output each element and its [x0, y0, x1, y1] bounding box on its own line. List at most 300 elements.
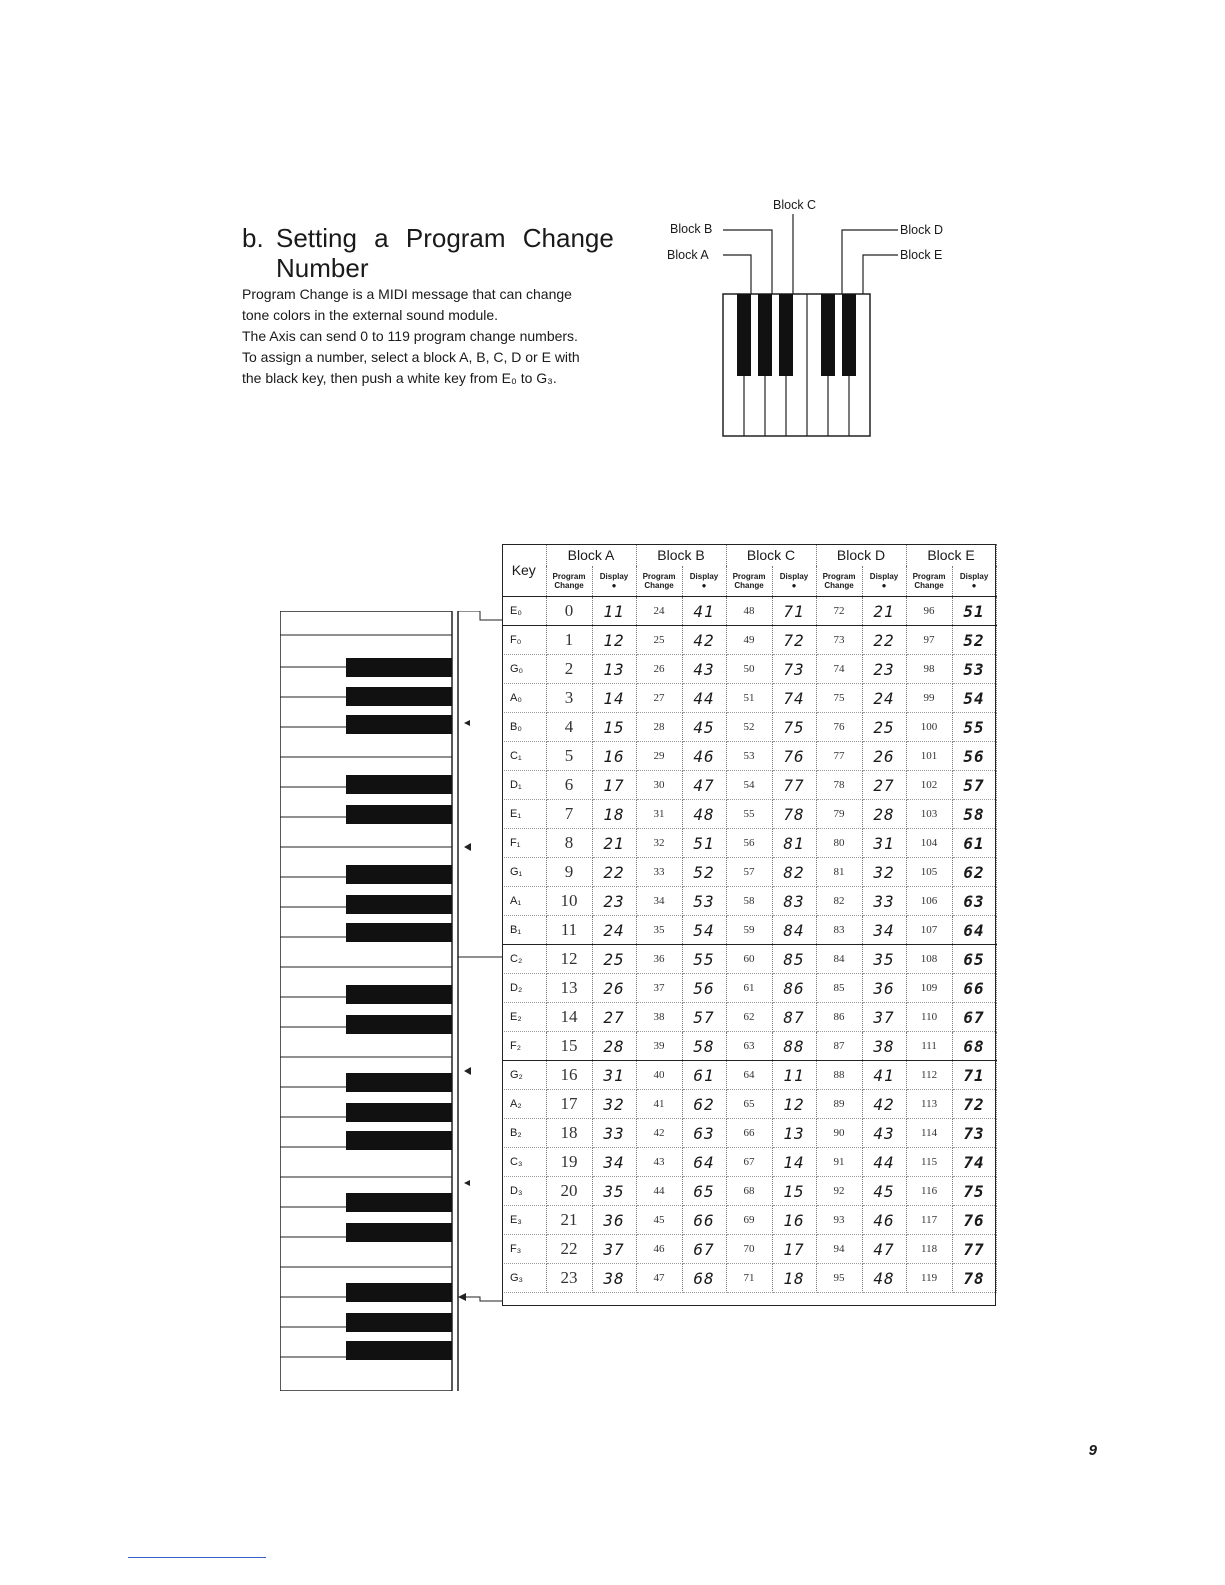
block-d-display-cell: 44: [862, 1148, 906, 1177]
block-d-display-cell: 34: [862, 916, 906, 945]
block-a-program-cell: 14: [546, 1003, 592, 1032]
display-subheader-label: Display: [959, 572, 989, 581]
side-keyboard-diagram: [280, 611, 502, 1396]
block-e-display-cell: 52: [952, 626, 996, 655]
block-e-display-cell: 75: [952, 1177, 996, 1206]
side-keyboard-illustration: [280, 611, 502, 1391]
table-row: [502, 1032, 996, 1061]
block-c-program-cell: 50: [726, 655, 772, 684]
intro-line: tone colors in the external sound module.: [242, 307, 499, 323]
block-a-program-cell: 17: [546, 1090, 592, 1119]
key-cell: D₁: [502, 771, 546, 800]
block-c-display-cell: 72: [772, 626, 816, 655]
block-b-display-cell: 46: [682, 742, 726, 771]
block-d-program-cell: 79: [816, 800, 862, 829]
block-c-program-cell: 67: [726, 1148, 772, 1177]
table-row: [502, 1177, 996, 1206]
block-b-display-cell: 42: [682, 626, 726, 655]
block-e-display-cell: 61: [952, 829, 996, 858]
block-b-display-cell: 64: [682, 1148, 726, 1177]
display-subheader: [592, 566, 636, 597]
table-row: [502, 597, 996, 626]
block-e-program-cell: 96: [906, 597, 952, 626]
intro-paragraph: [242, 284, 622, 389]
block-e-display-cell: 77: [952, 1235, 996, 1264]
block-e-display-cell: 54: [952, 684, 996, 713]
block-c-program-cell: 57: [726, 858, 772, 887]
block-d-display-cell: 37: [862, 1003, 906, 1032]
display-subheader-label: Display: [869, 572, 899, 581]
label-block-e: Block E: [900, 248, 943, 262]
key-cell: G₃: [502, 1264, 546, 1293]
block-a-display-cell: 26: [592, 974, 636, 1003]
block-e-display-cell: 72: [952, 1090, 996, 1119]
block-e-display-cell: 66: [952, 974, 996, 1003]
table-row: [502, 974, 996, 1003]
block-e-display-cell: 73: [952, 1119, 996, 1148]
block-d-display-cell: 33: [862, 887, 906, 916]
block-b-program-cell: 25: [636, 626, 682, 655]
block-c-display-cell: 81: [772, 829, 816, 858]
block-b-display-cell: 67: [682, 1235, 726, 1264]
block-d-program-cell: 78: [816, 771, 862, 800]
block-c-display-cell: 17: [772, 1235, 816, 1264]
block-b-display-cell: 56: [682, 974, 726, 1003]
block-d-program-cell: 72: [816, 597, 862, 626]
block-e-program-cell: 110: [906, 1003, 952, 1032]
display-dot-icon: ●: [611, 581, 617, 590]
block-a-program-cell: 4: [546, 713, 592, 742]
block-b-program-cell: 44: [636, 1177, 682, 1206]
key-cell: E₁: [502, 800, 546, 829]
block-e-program-cell: 97: [906, 626, 952, 655]
block-a-program-cell: 6: [546, 771, 592, 800]
block-c-display-cell: 76: [772, 742, 816, 771]
key-cell: C₁: [502, 742, 546, 771]
table-row: [502, 887, 996, 916]
block-c-program-cell: 63: [726, 1032, 772, 1061]
block-e-program-cell: 98: [906, 655, 952, 684]
block-b-program-cell: 38: [636, 1003, 682, 1032]
section-letter: b.: [242, 223, 264, 254]
block-c-program-cell: 49: [726, 626, 772, 655]
block-d-display-cell: 31: [862, 829, 906, 858]
program-change-subheader: Program Change: [726, 566, 772, 597]
display-subheader: [952, 566, 996, 597]
block-d-display-cell: 22: [862, 626, 906, 655]
block-a-program-cell: 10: [546, 887, 592, 916]
block-a-display-cell: 21: [592, 829, 636, 858]
display-dot-icon: ●: [971, 581, 977, 590]
table-row: [502, 713, 996, 742]
block-c-display-cell: 13: [772, 1119, 816, 1148]
block-d-display-cell: 24: [862, 684, 906, 713]
block-d-program-cell: 73: [816, 626, 862, 655]
block-a-display-cell: 22: [592, 858, 636, 887]
block-b-program-cell: 33: [636, 858, 682, 887]
block-d-program-cell: 81: [816, 858, 862, 887]
key-cell: F₃: [502, 1235, 546, 1264]
label-block-b: Block B: [670, 222, 713, 236]
block-b-display-cell: 68: [682, 1264, 726, 1293]
block-e-display-cell: 55: [952, 713, 996, 742]
block-b-program-cell: 24: [636, 597, 682, 626]
intro-line: the black key, then push a white key from E₀ to G₃.: [242, 370, 557, 386]
block-d-program-cell: 94: [816, 1235, 862, 1264]
key-cell: B₁: [502, 916, 546, 945]
intro-line: Program Change is a MIDI message that can change: [242, 286, 572, 302]
block-b-program-cell: 36: [636, 945, 682, 974]
block-b-header: Block B: [636, 544, 726, 566]
block-c-header: Block C: [726, 544, 816, 566]
block-d-display-cell: 21: [862, 597, 906, 626]
block-c-display-cell: 75: [772, 713, 816, 742]
table-row: [502, 945, 996, 974]
block-c-display-cell: 14: [772, 1148, 816, 1177]
block-d-program-cell: 80: [816, 829, 862, 858]
block-a-program-cell: 15: [546, 1032, 592, 1061]
block-e-program-cell: 119: [906, 1264, 952, 1293]
block-e-program-cell: 99: [906, 684, 952, 713]
block-a-program-cell: 19: [546, 1148, 592, 1177]
block-d-display-cell: 42: [862, 1090, 906, 1119]
display-subheader-label: Display: [689, 572, 719, 581]
block-e-display-cell: 67: [952, 1003, 996, 1032]
block-b-program-cell: 45: [636, 1206, 682, 1235]
block-a-display-cell: 27: [592, 1003, 636, 1032]
block-c-program-cell: 58: [726, 887, 772, 916]
key-cell: B₀: [502, 713, 546, 742]
block-e-display-cell: 78: [952, 1264, 996, 1293]
block-c-display-cell: 86: [772, 974, 816, 1003]
block-b-program-cell: 47: [636, 1264, 682, 1293]
display-dot-icon: ●: [881, 581, 887, 590]
block-b-program-cell: 37: [636, 974, 682, 1003]
block-c-display-cell: 82: [772, 858, 816, 887]
block-a-program-cell: 12: [546, 945, 592, 974]
block-c-display-cell: 15: [772, 1177, 816, 1206]
table-row: [502, 1206, 996, 1235]
table-row: [502, 1148, 996, 1177]
block-d-display-cell: 26: [862, 742, 906, 771]
table-row: [502, 742, 996, 771]
block-d-program-cell: 89: [816, 1090, 862, 1119]
program-change-subheader: Program Change: [636, 566, 682, 597]
block-c-display-cell: 73: [772, 655, 816, 684]
key-cell: A₂: [502, 1090, 546, 1119]
intro-line: The Axis can send 0 to 119 program change numbers.: [242, 328, 578, 344]
block-a-program-cell: 7: [546, 800, 592, 829]
block-a-display-cell: 16: [592, 742, 636, 771]
block-d-program-cell: 74: [816, 655, 862, 684]
block-c-program-cell: 52: [726, 713, 772, 742]
block-c-program-cell: 53: [726, 742, 772, 771]
block-c-program-cell: 68: [726, 1177, 772, 1206]
block-c-display-cell: 85: [772, 945, 816, 974]
table-row: [502, 1003, 996, 1032]
block-a-program-cell: 21: [546, 1206, 592, 1235]
intro-line: To assign a number, select a block A, B, C, D or E with: [242, 349, 580, 365]
block-a-display-cell: 33: [592, 1119, 636, 1148]
block-d-display-cell: 36: [862, 974, 906, 1003]
block-e-display-cell: 76: [952, 1206, 996, 1235]
block-e-display-cell: 62: [952, 858, 996, 887]
block-e-program-cell: 114: [906, 1119, 952, 1148]
display-subheader: [682, 566, 726, 597]
key-cell: G₀: [502, 655, 546, 684]
block-e-program-cell: 116: [906, 1177, 952, 1206]
block-c-display-cell: 78: [772, 800, 816, 829]
block-e-display-cell: 57: [952, 771, 996, 800]
key-cell: G₂: [502, 1061, 546, 1090]
block-d-display-cell: 41: [862, 1061, 906, 1090]
block-b-program-cell: 26: [636, 655, 682, 684]
block-d-program-cell: 86: [816, 1003, 862, 1032]
block-b-display-cell: 61: [682, 1061, 726, 1090]
block-d-display-cell: 45: [862, 1177, 906, 1206]
footer-link-underline: [128, 1557, 266, 1558]
block-e-program-cell: 107: [906, 916, 952, 945]
block-a-display-cell: 32: [592, 1090, 636, 1119]
block-b-program-cell: 41: [636, 1090, 682, 1119]
block-keys-diagram: [660, 190, 960, 440]
block-e-display-cell: 64: [952, 916, 996, 945]
block-a-display-cell: 25: [592, 945, 636, 974]
key-cell: F₂: [502, 1032, 546, 1061]
block-a-program-cell: 1: [546, 626, 592, 655]
table-row: [502, 916, 996, 945]
block-e-program-cell: 115: [906, 1148, 952, 1177]
block-e-header: Block E: [906, 544, 996, 566]
program-change-subheader: Program Change: [816, 566, 862, 597]
block-e-program-cell: 108: [906, 945, 952, 974]
block-d-display-cell: 28: [862, 800, 906, 829]
block-b-display-cell: 63: [682, 1119, 726, 1148]
block-d-program-cell: 88: [816, 1061, 862, 1090]
program-change-subheader: Program Change: [906, 566, 952, 597]
block-e-program-cell: 113: [906, 1090, 952, 1119]
block-c-program-cell: 70: [726, 1235, 772, 1264]
block-b-program-cell: 39: [636, 1032, 682, 1061]
key-cell: C₃: [502, 1148, 546, 1177]
block-e-display-cell: 51: [952, 597, 996, 626]
block-a-header: Block A: [546, 544, 636, 566]
block-c-program-cell: 64: [726, 1061, 772, 1090]
block-d-display-cell: 23: [862, 655, 906, 684]
display-subheader: [862, 566, 906, 597]
block-a-program-cell: 0: [546, 597, 592, 626]
block-c-program-cell: 56: [726, 829, 772, 858]
block-e-program-cell: 106: [906, 887, 952, 916]
block-d-program-cell: 87: [816, 1032, 862, 1061]
key-cell: A₁: [502, 887, 546, 916]
block-b-display-cell: 55: [682, 945, 726, 974]
block-b-display-cell: 51: [682, 829, 726, 858]
block-a-display-cell: 36: [592, 1206, 636, 1235]
block-b-program-cell: 27: [636, 684, 682, 713]
block-d-program-cell: 95: [816, 1264, 862, 1293]
block-e-display-cell: 68: [952, 1032, 996, 1061]
block-e-program-cell: 103: [906, 800, 952, 829]
key-cell: E₀: [502, 597, 546, 626]
block-a-display-cell: 18: [592, 800, 636, 829]
block-d-program-cell: 82: [816, 887, 862, 916]
block-b-display-cell: 41: [682, 597, 726, 626]
block-d-display-cell: 46: [862, 1206, 906, 1235]
block-a-program-cell: 18: [546, 1119, 592, 1148]
block-b-program-cell: 46: [636, 1235, 682, 1264]
block-c-program-cell: 61: [726, 974, 772, 1003]
section-heading: [242, 223, 622, 283]
block-b-display-cell: 54: [682, 916, 726, 945]
block-a-program-cell: 13: [546, 974, 592, 1003]
section-title: Setting a Program Change: [276, 223, 614, 254]
block-a-display-cell: 23: [592, 887, 636, 916]
block-e-display-cell: 53: [952, 655, 996, 684]
block-a-program-cell: 5: [546, 742, 592, 771]
block-e-display-cell: 58: [952, 800, 996, 829]
block-d-program-cell: 91: [816, 1148, 862, 1177]
block-a-display-cell: 15: [592, 713, 636, 742]
display-subheader-label: Display: [599, 572, 629, 581]
block-b-program-cell: 35: [636, 916, 682, 945]
key-cell: D₂: [502, 974, 546, 1003]
block-a-program-cell: 8: [546, 829, 592, 858]
block-a-display-cell: 28: [592, 1032, 636, 1061]
block-c-program-cell: 71: [726, 1264, 772, 1293]
block-e-display-cell: 56: [952, 742, 996, 771]
block-c-program-cell: 60: [726, 945, 772, 974]
key-cell: G₁: [502, 858, 546, 887]
block-d-program-cell: 90: [816, 1119, 862, 1148]
program-change-table: [502, 544, 997, 1293]
program-change-subheader: Program Change: [546, 566, 592, 597]
block-c-program-cell: 62: [726, 1003, 772, 1032]
block-d-display-cell: 25: [862, 713, 906, 742]
label-block-c: Block C: [773, 198, 817, 212]
key-cell: E₂: [502, 1003, 546, 1032]
block-b-program-cell: 43: [636, 1148, 682, 1177]
block-a-display-cell: 31: [592, 1061, 636, 1090]
block-b-program-cell: 29: [636, 742, 682, 771]
block-a-display-cell: 34: [592, 1148, 636, 1177]
block-e-display-cell: 65: [952, 945, 996, 974]
block-d-display-cell: 32: [862, 858, 906, 887]
block-a-program-cell: 11: [546, 916, 592, 945]
block-b-display-cell: 43: [682, 655, 726, 684]
block-a-program-cell: 3: [546, 684, 592, 713]
table-row: [502, 1119, 996, 1148]
block-b-display-cell: 44: [682, 684, 726, 713]
table-row: [502, 655, 996, 684]
block-b-display-cell: 62: [682, 1090, 726, 1119]
block-c-display-cell: 16: [772, 1206, 816, 1235]
block-e-program-cell: 102: [906, 771, 952, 800]
block-b-display-cell: 65: [682, 1177, 726, 1206]
block-b-display-cell: 66: [682, 1206, 726, 1235]
block-a-display-cell: 37: [592, 1235, 636, 1264]
block-c-display-cell: 87: [772, 1003, 816, 1032]
key-cell: C₂: [502, 945, 546, 974]
block-a-display-cell: 35: [592, 1177, 636, 1206]
block-c-display-cell: 83: [772, 887, 816, 916]
block-a-display-cell: 11: [592, 597, 636, 626]
block-e-program-cell: 111: [906, 1032, 952, 1061]
block-c-display-cell: 12: [772, 1090, 816, 1119]
block-e-display-cell: 74: [952, 1148, 996, 1177]
block-d-program-cell: 76: [816, 713, 862, 742]
block-c-display-cell: 71: [772, 597, 816, 626]
table-row: [502, 771, 996, 800]
label-block-a: Block A: [667, 248, 709, 262]
block-b-program-cell: 42: [636, 1119, 682, 1148]
block-a-program-cell: 23: [546, 1264, 592, 1293]
block-c-display-cell: 88: [772, 1032, 816, 1061]
key-cell: A₀: [502, 684, 546, 713]
block-e-program-cell: 117: [906, 1206, 952, 1235]
block-a-display-cell: 12: [592, 626, 636, 655]
block-e-program-cell: 118: [906, 1235, 952, 1264]
block-c-program-cell: 65: [726, 1090, 772, 1119]
block-d-display-cell: 38: [862, 1032, 906, 1061]
table-row: [502, 829, 996, 858]
block-c-program-cell: 66: [726, 1119, 772, 1148]
block-d-program-cell: 92: [816, 1177, 862, 1206]
display-subheader: [772, 566, 816, 597]
block-c-display-cell: 84: [772, 916, 816, 945]
block-b-program-cell: 28: [636, 713, 682, 742]
block-b-program-cell: 34: [636, 887, 682, 916]
block-a-display-cell: 14: [592, 684, 636, 713]
block-c-program-cell: 51: [726, 684, 772, 713]
key-cell: F₀: [502, 626, 546, 655]
block-b-display-cell: 48: [682, 800, 726, 829]
block-a-program-cell: 9: [546, 858, 592, 887]
block-e-program-cell: 101: [906, 742, 952, 771]
block-e-program-cell: 109: [906, 974, 952, 1003]
block-c-display-cell: 74: [772, 684, 816, 713]
key-cell: E₃: [502, 1206, 546, 1235]
block-d-program-cell: 83: [816, 916, 862, 945]
table-row: [502, 626, 996, 655]
section-title-line2: Number: [276, 253, 369, 284]
block-a-program-cell: 20: [546, 1177, 592, 1206]
block-a-display-cell: 24: [592, 916, 636, 945]
display-dot-icon: ●: [791, 581, 797, 590]
block-b-display-cell: 45: [682, 713, 726, 742]
table-row: [502, 800, 996, 829]
block-b-display-cell: 58: [682, 1032, 726, 1061]
block-d-program-cell: 77: [816, 742, 862, 771]
block-d-display-cell: 35: [862, 945, 906, 974]
block-c-program-cell: 54: [726, 771, 772, 800]
block-d-header: Block D: [816, 544, 906, 566]
table-row: [502, 1061, 996, 1090]
block-d-display-cell: 43: [862, 1119, 906, 1148]
block-d-display-cell: 27: [862, 771, 906, 800]
block-a-program-cell: 22: [546, 1235, 592, 1264]
table-row: [502, 1264, 996, 1293]
page-number: 9: [1088, 1442, 1097, 1459]
block-e-program-cell: 104: [906, 829, 952, 858]
block-c-program-cell: 48: [726, 597, 772, 626]
block-a-program-cell: 2: [546, 655, 592, 684]
key-column-header: Key: [502, 544, 546, 597]
block-a-display-cell: 13: [592, 655, 636, 684]
block-b-display-cell: 57: [682, 1003, 726, 1032]
block-e-program-cell: 112: [906, 1061, 952, 1090]
label-block-d: Block D: [900, 223, 944, 237]
